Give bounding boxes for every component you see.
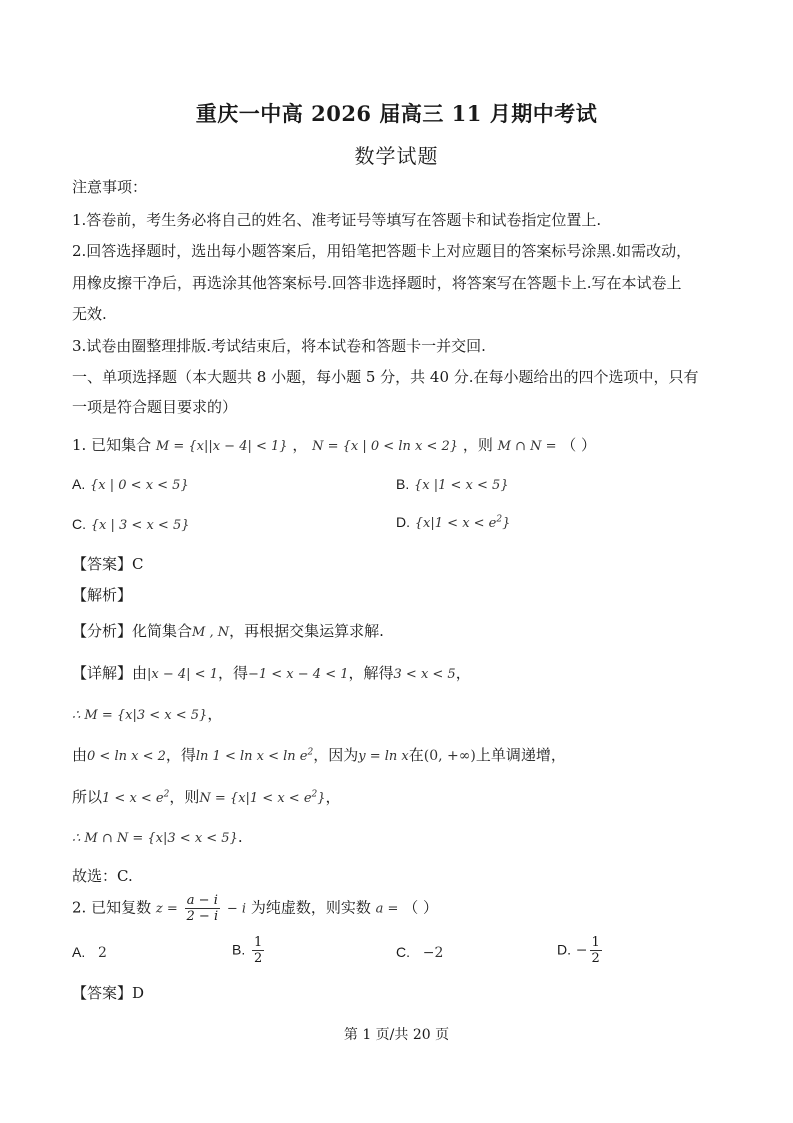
page-footer: 第 1 页/共 20 页 — [343, 1027, 450, 1043]
exam-subtitle: 数学试题 — [354, 144, 439, 168]
q1-fenxi: 【分析】化简集合M , N，再根据交集运算求解. — [72, 622, 384, 640]
q2-option-c: C. −2 — [396, 944, 444, 961]
notice-item-2b: 用橡皮擦干净后，再选涂其他答案标号.回答非选择题时，将答案写在答题卡上.写在本试卷上 — [72, 274, 682, 292]
section-heading-line1: 一、单项选择题（本大题共 8 小题，每小题 5 分，共 40 分.在每小题给出的四个选项中，只有 — [72, 368, 699, 386]
q1-set-m: M = {x||x − 4| < 1} — [155, 439, 288, 454]
section-heading-line2: 一项是符合题目要求的） — [72, 398, 238, 416]
exam-title: 重庆一中高 2026 届高三 11 月期中考试 — [195, 101, 598, 126]
q1-option-d: D. $\{x|1 < x < e^2\}$ — [396, 514, 511, 531]
notice-item-2a: 2.回答选择题时，选出每小题答案后，用铅笔把答题卡上对应题目的答案标号涂黑.如需改动， — [72, 242, 692, 260]
q1-step-1: ∴ M = {x|3 < x < 5}， — [72, 705, 223, 723]
q2-option-a: A. 2 — [72, 944, 107, 961]
q1-step-4: ∴ M ∩ N = {x|3 < x < 5}. — [72, 828, 243, 846]
q1-set-n: N = {x | 0 < ln x < 2} — [312, 439, 459, 454]
question-2-stem: 2. 已知复数 z = $\frac{a - i}{2 - i}$ − i 为纯虚数，则实数 a = （ ） — [72, 893, 439, 924]
notice-item-3: 3.试卷由圈整理排版.考试结束后，将本试卷和答题卡一并交回. — [72, 337, 486, 355]
q2-option-b: B. $\frac{1}{2}$ — [232, 935, 263, 966]
q1-choose: 故选：C. — [72, 867, 133, 885]
q1-step-2: 由0 < ln x < 2，得$\ln 1 < \ln x < \ln e^2$，因为y = ln x在(0, +∞)上单调递增， — [72, 746, 566, 764]
q1-analysis-label: 【解析】 — [72, 586, 133, 604]
q1-answer: 【答案】C — [72, 555, 144, 573]
question-1-stem — [72, 434, 596, 455]
q1-expr: M ∩ N = — [497, 439, 557, 454]
q1-option-a: A. {x | 0 < x < 5} — [72, 476, 189, 493]
notice-heading: 注意事项： — [72, 178, 148, 196]
q1-step-3: 所以$1 < x < e^2$，则$N = \{x|1 < x < e^2\}$， — [72, 788, 341, 806]
q1-then: ，则 — [462, 436, 493, 454]
notice-item-1: 1.答卷前，考生务必将自己的姓名、准考证号等填写在答题卡和试卷指定位置上. — [72, 211, 602, 229]
q1-prefix: 1. 已知集合 — [72, 436, 152, 454]
q1-option-c: C. {x | 3 < x < 5} — [72, 516, 190, 533]
notice-item-2c: 无效. — [72, 305, 107, 323]
q1-paren: （ ） — [561, 436, 597, 454]
q2-answer: 【答案】D — [72, 984, 145, 1002]
q2-fraction: $\frac{a - i}{2 - i}$ — [186, 893, 219, 924]
q2-option-d: D. − $\frac{1}{2}$ — [557, 935, 600, 966]
q1-option-b: B. {x |1 < x < 5} — [396, 476, 509, 493]
q1-detail: 【详解】由|x − 4| < 1，得−1 < x − 4 < 1，解得3 < x < 5， — [72, 664, 471, 682]
q1-sep: ， — [292, 436, 308, 454]
